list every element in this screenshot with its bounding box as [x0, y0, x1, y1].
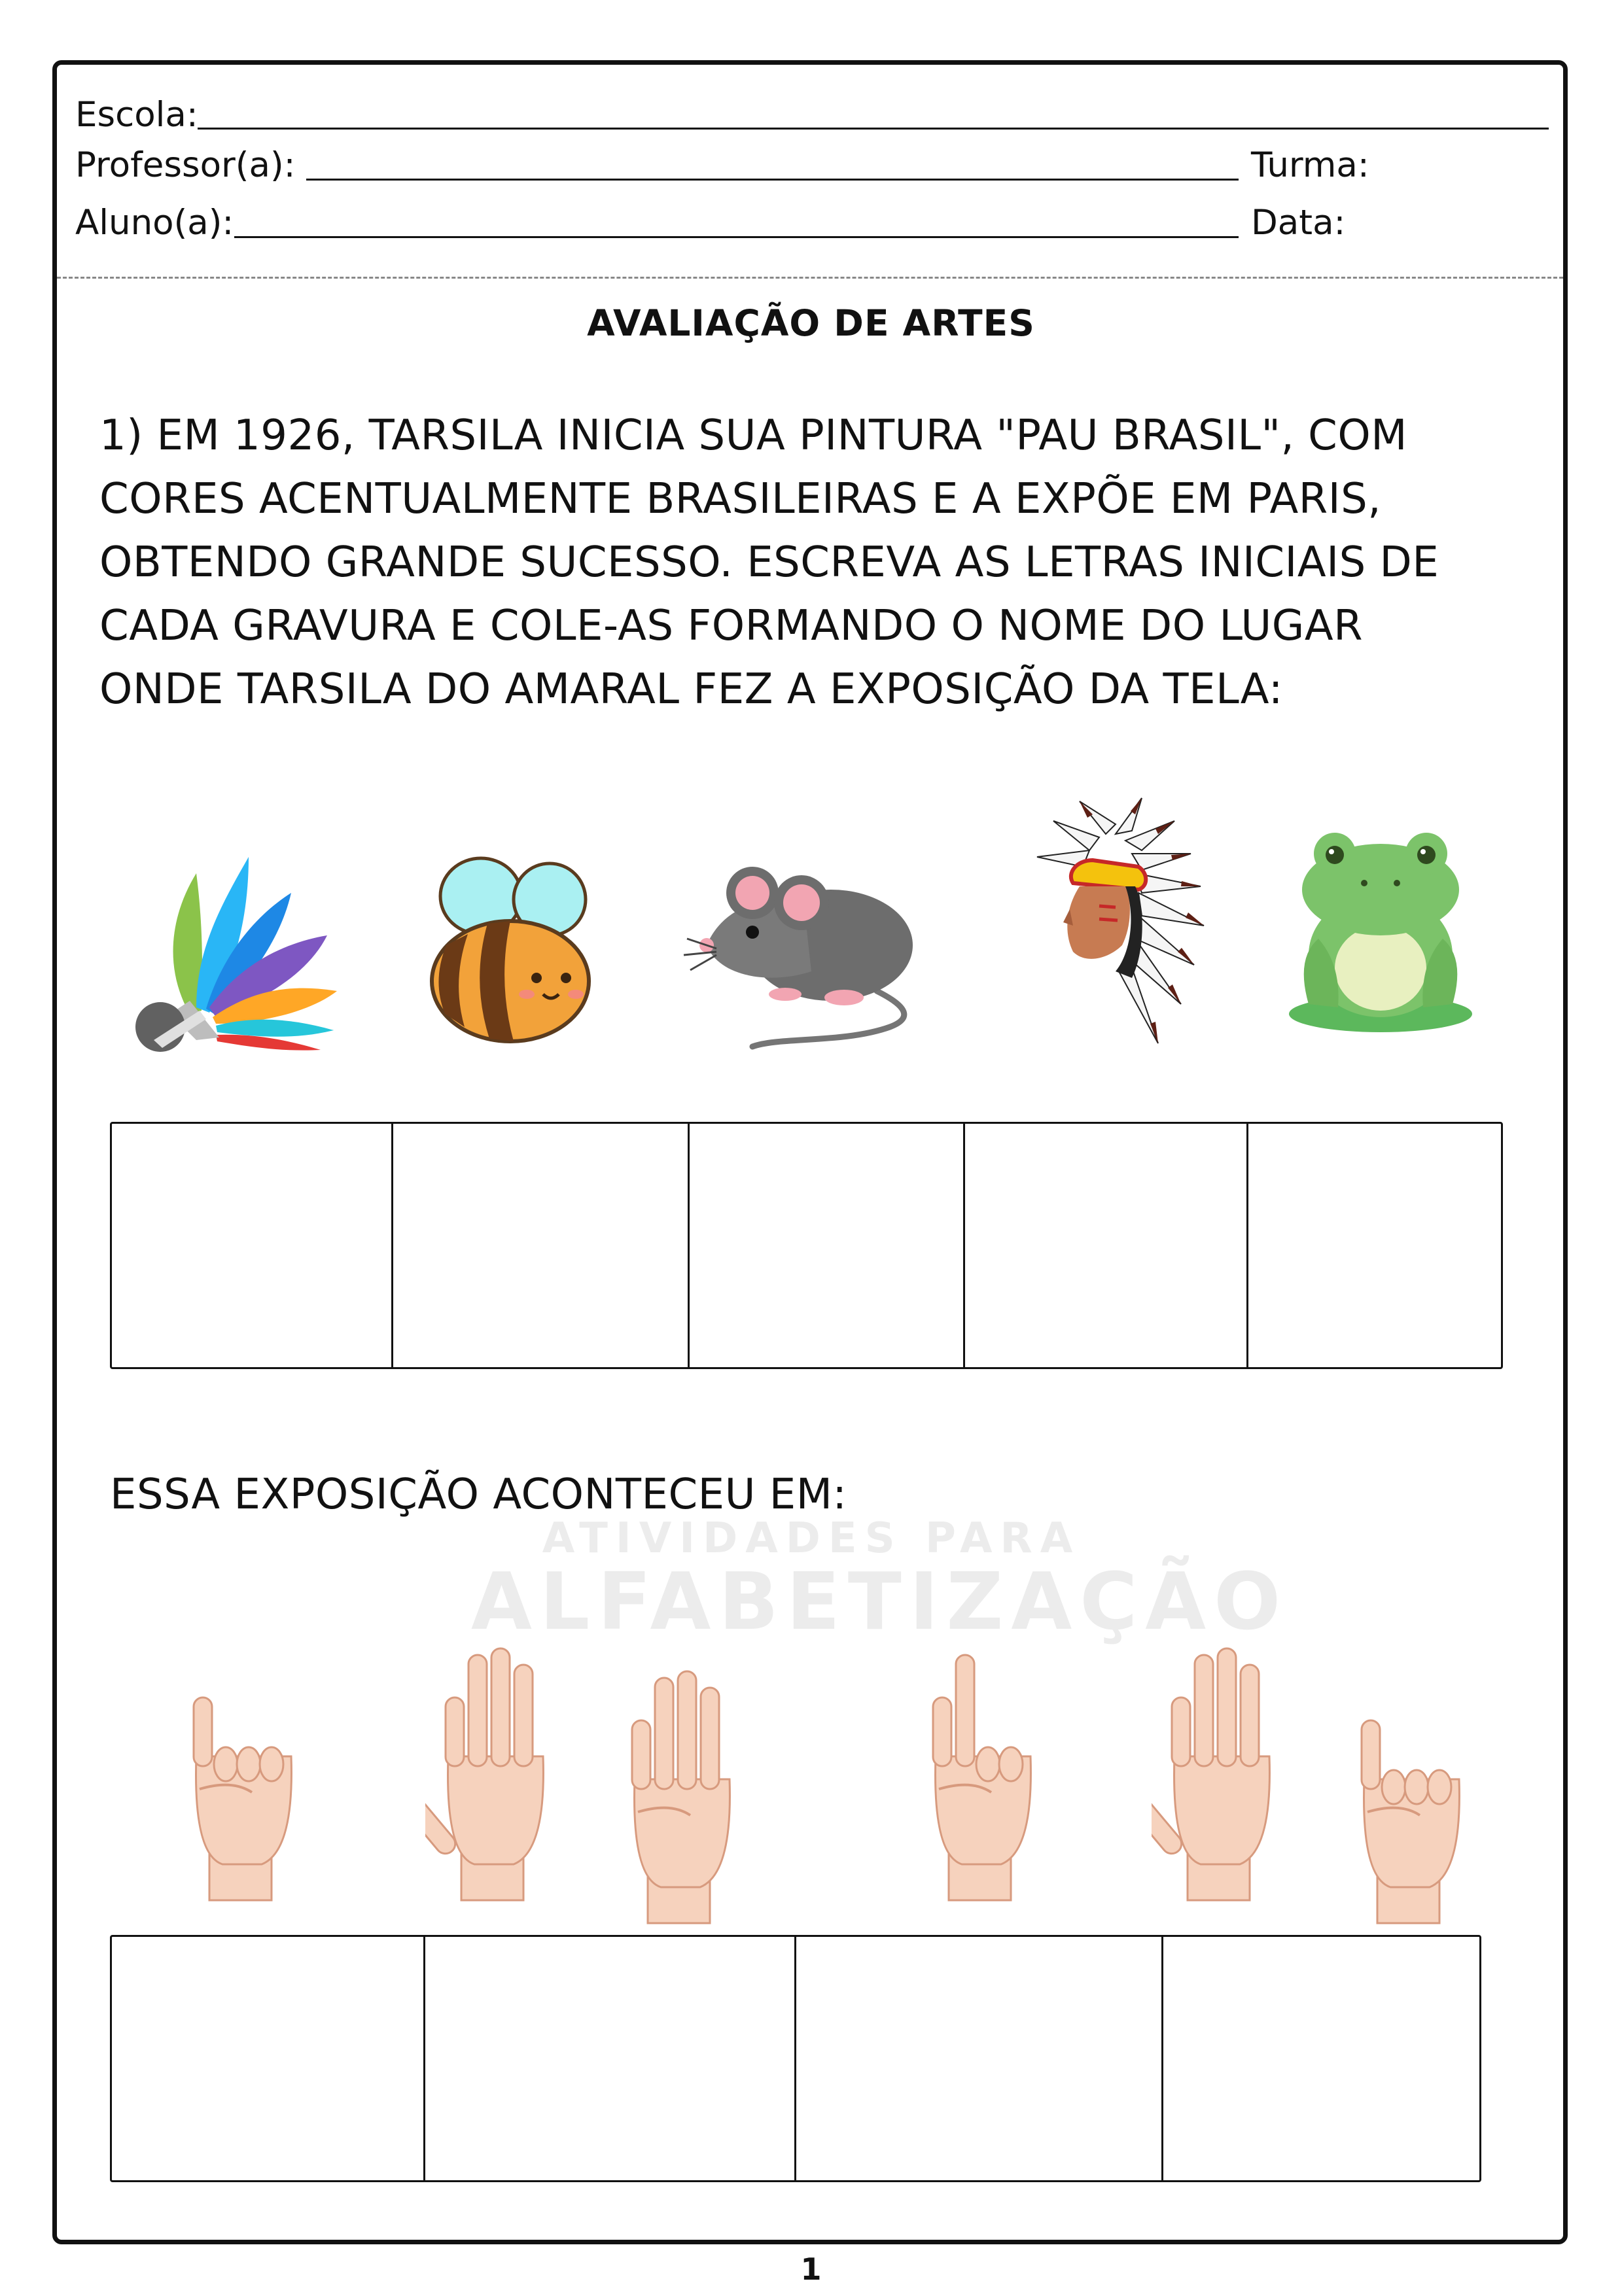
letter-box[interactable]: [1248, 1124, 1501, 1367]
question-line: OBTENDO GRANDE SUCESSO. ESCREVA AS LETRAS INICIAIS DE: [99, 538, 1439, 587]
digit-box[interactable]: [425, 1937, 796, 2180]
digit-box[interactable]: [112, 1937, 425, 2180]
question-text: [99, 404, 1539, 722]
question-line: CORES ACENTUALMENTE BRASILEIRAS E A EXPÕE EM PARIS,: [99, 475, 1382, 523]
letter-box[interactable]: [393, 1124, 690, 1367]
frog-icon: [1282, 827, 1479, 1037]
date-label: Data:: [1251, 203, 1346, 243]
hand-icon: [913, 1593, 1050, 1907]
letter-box[interactable]: [112, 1124, 393, 1367]
student-label: Aluno(a):: [75, 203, 234, 243]
hand-icon: [1341, 1616, 1479, 1930]
school-label: Escola:: [75, 95, 198, 135]
hand-icon: [612, 1616, 749, 1930]
page-number: 1: [800, 2252, 822, 2287]
school-line[interactable]: [198, 128, 1549, 130]
shuttlecock-feathers-icon: [124, 844, 347, 1053]
year-answer-grid: [110, 1935, 1481, 2182]
native-headdress-icon: [1001, 795, 1217, 1070]
hand-icon: [173, 1593, 311, 1907]
question-line: ONDE TARSILA DO AMARAL FEZ A EXPOSIÇÃO DA TELA:: [99, 665, 1283, 714]
hand-icon: [1152, 1593, 1289, 1907]
watermark-line2: ALFABETIZAÇÃO: [471, 1557, 1289, 1648]
letter-box[interactable]: [965, 1124, 1248, 1367]
mouse-icon: [680, 854, 936, 1050]
digit-box[interactable]: [1163, 1937, 1479, 2180]
teacher-line[interactable]: [306, 179, 1239, 181]
hand-icon: [425, 1593, 563, 1907]
teacher-label: Professor(a):: [75, 145, 296, 185]
question-line: CADA GRAVURA E COLE-AS FORMANDO O NOME DO LUGAR: [99, 602, 1364, 650]
letters-answer-grid: [110, 1122, 1503, 1369]
digit-box[interactable]: [796, 1937, 1163, 2180]
question-line: 1) EM 1926, TARSILA INICIA SUA PINTURA "PAU BRASIL", COM: [99, 411, 1407, 460]
watermark-line1: ATIVIDADES PARA: [542, 1514, 1081, 1563]
student-line[interactable]: [234, 236, 1239, 238]
subquestion-text: ESSA EXPOSIÇÃO ACONTECEU EM:: [110, 1470, 847, 1519]
header-divider: [57, 277, 1563, 279]
class-label: Turma:: [1251, 145, 1369, 185]
page-title: AVALIAÇÃO DE ARTES: [587, 302, 1035, 344]
bee-icon: [419, 850, 608, 1047]
letter-box[interactable]: [690, 1124, 965, 1367]
